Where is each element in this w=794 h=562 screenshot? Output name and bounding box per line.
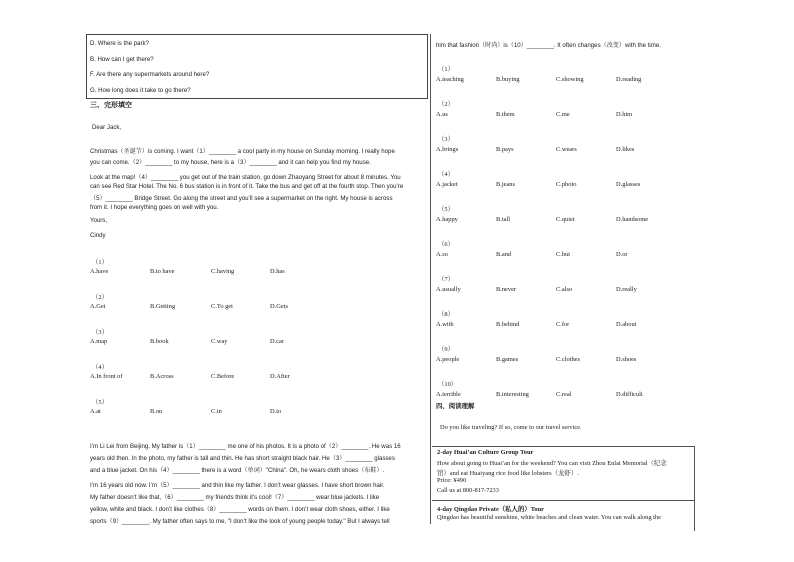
answer-option: D.difficult <box>616 391 643 398</box>
answer-option: B.to have <box>150 268 175 275</box>
answer-option: C.for <box>556 321 570 328</box>
column-divider <box>430 34 431 524</box>
answer-option: C.To get <box>211 303 233 310</box>
answer-option: D.shoes <box>616 356 637 363</box>
question-number: （8） <box>438 311 454 318</box>
answer-option: C.photo <box>556 181 577 188</box>
question-number: （3） <box>438 136 454 143</box>
tour2-line: Qingdao has beautiful sunshine, white beaches and clean water. You can walk along the <box>437 514 661 521</box>
passage-line: I’m 16 years old now. I’m（5）________ and thin like my father. I don’t wear glasses. I have short brown hair. <box>90 482 385 489</box>
passage-line: sports（9）________. My father often says to me, "I don’t like the look of young people today." But I always tell <box>90 518 390 525</box>
answer-option: C.me <box>556 111 570 118</box>
letter-line: from it. I hope everything goes on well with you. <box>90 203 219 211</box>
tour2-title: 4-day Qingdao Private（私人的）Tour <box>437 506 544 513</box>
answer-option: D.handsome <box>616 216 649 223</box>
answer-option: B.interesting <box>496 391 529 398</box>
letter-line: （5）________ Bridge Street. Go along the street and you’ll see a supermarket on the right. My house is across <box>90 195 393 202</box>
answer-option: A.Get <box>90 303 106 310</box>
tour1-line: 馆）and eat Huaiyang rice food like lobsters（龙虾）. <box>437 469 579 477</box>
section3-title: 三、完形填空 <box>90 101 132 109</box>
answer-option: A.with <box>436 321 454 328</box>
answer-option: A.so <box>436 251 448 258</box>
answer-option: C.way <box>211 338 228 345</box>
answer-option: B.jeans <box>496 181 515 188</box>
answer-option: A.terrible <box>436 391 461 398</box>
question-number: （6） <box>438 241 454 248</box>
answer-option: D.After <box>270 373 290 380</box>
answer-option: B.and <box>496 251 512 258</box>
answer-option: D.to <box>270 408 282 415</box>
option-line: D. Where is the park? <box>90 40 149 47</box>
answer-option: C.having <box>211 268 235 275</box>
answer-option: B.them <box>496 111 515 118</box>
answer-option: A.usually <box>436 286 461 293</box>
answer-option: C.in <box>211 408 222 415</box>
table-top-line <box>432 446 694 447</box>
answer-option: C.Before <box>211 373 235 380</box>
answer-option: D.about <box>616 321 637 328</box>
answer-option: A.at <box>90 408 101 415</box>
answer-option: A.people <box>436 356 460 363</box>
answer-option: C.wears <box>556 146 577 153</box>
answer-option: B.Across <box>150 373 174 380</box>
question-number: （3） <box>92 329 108 336</box>
answer-option: A.teaching <box>436 76 464 83</box>
answer-option: D.or <box>616 251 628 258</box>
answer-option: D.really <box>616 286 637 293</box>
answer-option: C.quiet <box>556 216 575 223</box>
letter-line: Christmas（圣诞节）is coming. I want（1）________ a cool party in my house on Sunday morning. I really hope <box>90 148 395 155</box>
question-number: （1） <box>92 259 108 266</box>
answer-option: C.also <box>556 286 573 293</box>
question-number: （5） <box>438 206 454 213</box>
answer-option: B.on <box>150 408 163 415</box>
answer-option: B.behind <box>496 321 520 328</box>
answer-option: A.In front of <box>90 373 123 380</box>
question-number: （2） <box>92 294 108 301</box>
answer-option: B.buying <box>496 76 520 83</box>
answer-option: B.games <box>496 356 519 363</box>
answer-option: D.him <box>616 111 633 118</box>
answer-option: B.tall <box>496 216 511 223</box>
letter-name: Cindy <box>90 232 106 239</box>
answer-option: D.Gets <box>270 303 288 310</box>
passage-line: yellow, white and black. I don’t like clothes（8）________ words on them. I don’t wear cloth shoes, either. I like <box>90 506 390 513</box>
table-right-line <box>694 446 695 531</box>
answer-option: A.map <box>90 338 108 345</box>
tour1-line: Call us at 800-817-7233 <box>437 486 499 494</box>
answer-option: C.clothes <box>556 356 580 363</box>
option-line: B. How can I get there? <box>90 55 154 63</box>
answer-option: D.likes <box>616 146 635 153</box>
tour1-line: How about going to Huai’an for the weekend? You can visit Zhou Enlai Memorial（纪念 <box>437 460 667 467</box>
question-number: （9） <box>438 346 454 353</box>
letter-line: you can come.（2）________ to my house, here is a（3）________ and it can help you find my house. <box>90 158 371 166</box>
answer-option: A.us <box>436 111 448 118</box>
right-top-line: him that fashion（时尚）is（10）________. It often changes（改变）with the time. <box>436 42 661 49</box>
option-line: G. How long does it take to go there? <box>90 86 191 94</box>
table-mid-line <box>432 500 694 501</box>
answer-option: A.jacket <box>436 181 458 188</box>
travel-intro: Do you like traveling? If so, come to our travel service. <box>440 424 582 431</box>
option-line: F. Are there any supermarkets around here? <box>90 71 210 78</box>
answer-option: B.pays <box>496 146 514 153</box>
answer-option: A.have <box>90 268 109 275</box>
question-number: （2） <box>438 101 454 108</box>
question-number: （4） <box>92 364 108 371</box>
passage-line: and a blue jacket. On his（4）________ there is a word（单词）"China". Oh, he wears cloth shoes（布鞋）. <box>90 467 385 474</box>
answer-option: C.but <box>556 251 571 258</box>
tour1-title: 2-day Huai’an Culture Group Tour <box>437 449 534 456</box>
answer-option: C.real <box>556 391 572 398</box>
tour1-line: Price: ¥490 <box>437 477 467 484</box>
question-number: （7） <box>438 276 454 283</box>
answer-option: C.showing <box>556 76 584 83</box>
question-number: （10） <box>438 381 458 388</box>
answer-option: B.never <box>496 286 517 293</box>
answer-option: A.happy <box>436 216 458 223</box>
letter-closing: Yours, <box>90 217 108 224</box>
answer-option: D.car <box>270 338 285 345</box>
question-number: （5） <box>92 399 108 406</box>
question-number: （1） <box>438 66 454 73</box>
passage-line: My father doesn’t like that,（6）________ my friends think it’s cool!（7）________ wear blue jackets. I like <box>90 494 380 501</box>
question-number: （4） <box>438 171 454 178</box>
passage-line: I’m Li Lei from Beijing. My father is（1）________ me one of his photos. It is a photo of（2）________. He was 16 <box>90 443 401 450</box>
answer-option: A.brings <box>436 146 459 153</box>
passage-line: years old then. In the photo, my father is tall and thin. He has short straight black hair. He（3）________ glasses <box>90 455 395 462</box>
answer-option: D.reading <box>616 76 642 83</box>
letter-greeting: Dear Jack, <box>92 124 122 131</box>
letter-line: can see Red Star Hotel. The No. 6 bus station is in front of it. Take the bus and get off at the fourth stop. Then you’re <box>90 182 404 190</box>
answer-option: B.Getting <box>150 303 176 310</box>
letter-line: Look at the map!（4）________ you get out of the train station, go down Zhaoyang Street for about 8 minutes. You <box>90 174 401 181</box>
answer-option: B.book <box>150 338 169 345</box>
section4-title: 四、阅读理解 <box>436 403 475 410</box>
answer-option: D.has <box>270 268 285 275</box>
answer-option: D.glasses <box>616 181 641 188</box>
